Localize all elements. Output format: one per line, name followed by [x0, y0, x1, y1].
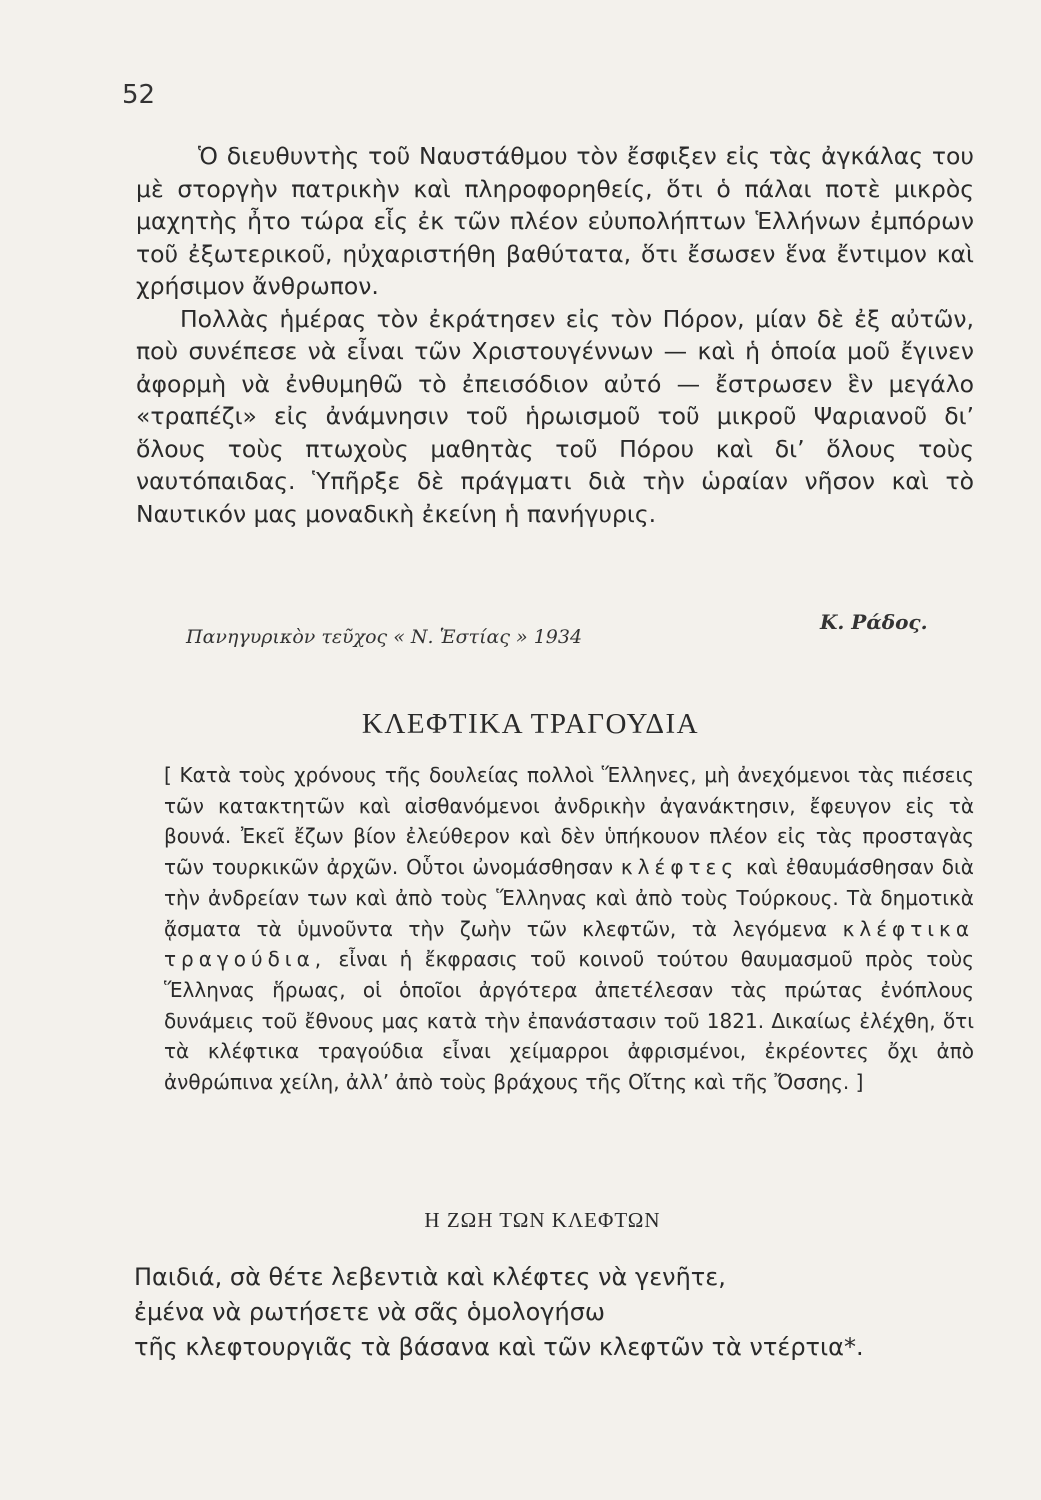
poem [134, 1260, 994, 1365]
intro-part-2: καὶ ἐθαυμάσθησαν διὰ τὴν ἀνδρείαν των καὶ ἀπὸ τοὺς Ἕλληνας καὶ ἀπὸ τοὺς Τούρκους. Τὰ δημοτικὰ ᾄσματα τὰ ὑμνοῦντα τὴν ζωὴν τῶν κλεφτῶν, τὰ λεγόμενα [164, 855, 974, 941]
intro-part-3: εἶναι ἡ ἔκφρασις τοῦ κοινοῦ τούτου θαυμασμοῦ πρὸς τοὺς Ἕλληνας ἥρωας, οἱ ὁποῖοι ἀργότερα ἀπετέλεσαν τὰς πρώτας ἐνόπλους δυνάμεις τοῦ ἔθνους μας κατὰ τὴν ἐπανάστασιν τοῦ 1821. Δικαίως ἐλέχθη, ὅτι τὰ κλέφτικα τραγούδια εἶναι χείμαρροι ἀφρισμένοι, ἐκρέοντες ὄχι ἀπὸ ἀνθρώπινα χείλη, ἀλλ’ ἀπὸ τοὺς βράχους τῆς Οἴτης καὶ τῆς Ὄσσης. ] [164, 947, 974, 1095]
poem-title: Η ΖΩΗ ΤΩΝ ΚΛΕΦΤΩΝ [424, 1208, 661, 1232]
author-signature: Κ. Ράδος. [820, 610, 928, 634]
poem-line: ἐμένα νὰ ρωτήσετε νὰ σᾶς ὁμολογήσω [134, 1298, 605, 1326]
intro-part-1: [ Κατὰ τοὺς χρόνους τῆς δουλείας πολλοὶ Ἕλληνες, μὴ ἀνεχόμενοι τὰς πιέσεις τῶν κατακτητῶν καὶ αἰσθανόμενοι ἀνδρικὴν ἀγανάκτησιν, ἔφευγον εἰς τὰ βουνά. Ἐκεῖ ἔζων βίον ἐλεύθερον καὶ δὲν ὑπήκουον πλέον εἰς τὰς προσταγὰς τῶν τουρκικῶν ἀρχῶν. Οὗτοι ὠνομάσθησαν [164, 763, 974, 880]
paragraph-2: Πολλὰς ἡμέρας τὸν ἐκράτησεν εἰς τὸν Πόρον, μίαν δὲ ἐξ αὐτῶν, ποὺ συνέπεσε νὰ εἶναι τῶν Χριστουγέννων — καὶ ἡ ὁποία μοῦ ἔγινεν ἀφορμὴ νὰ ἐνθυμηθῶ τὸ ἐπεισόδιον αὐτό — ἔστρωσεν ἓν μεγάλο «τραπέζι» εἰς ἀνάμνησιν τοῦ ἡρωισμοῦ τοῦ μικροῦ Ψαριανοῦ δι’ ὅλους τοὺς πτωχοὺς μαθητὰς τοῦ Πόρου καὶ δι’ ὅλους τοὺς ναυτόπαιδας. Ὑπῆρξε δὲ πράγματι διὰ τὴν ὡραίαν νῆσον καὶ τὸ Ναυτικόν μας μοναδικὴ ἐκείνη ἡ πανήγυρις. [136, 304, 974, 528]
section-title: ΚΛΕΦΤΙΚΑ ΤΡΑΓΟΥΔΙΑ [361, 708, 700, 740]
page-number: 52 [122, 80, 156, 110]
paragraph-1: Ὁ διευθυντὴς τοῦ Ναυστάθμου τὸν ἔσφιξεν εἰς τὰς ἀγκάλας του μὲ στοργὴν πατρικὴν καὶ πληροφορηθείς, ὅτι ὁ πάλαι ποτὲ μικρὸς μαχητὴς ἦτο τώρα εἷς ἐκ τῶν πλέον εὐυπολήπτων Ἑλλήνων ἐμπόρων τοῦ ἐξωτερικοῦ, ηὐχαριστήθη βαθύτατα, ὅτι ἔσωσεν ἕνα ἔντιμον καὶ χρήσιμον ἄνθρωπον. [136, 142, 974, 300]
intro-kleftika: κλέφτικα τραγούδια, [164, 916, 974, 972]
poem-line: τῆς κλεφτουργιᾶς τὰ βάσανα καὶ τῶν κλεφτῶν τὰ ντέρτια*. [134, 1333, 864, 1361]
intro-paragraph [164, 760, 974, 1098]
source-citation: Πανηγυρικὸν τεῦχος « Ν. Ἑστίας » 1934 [186, 626, 583, 648]
poem-line: Παιδιά, σὰ θέτε λεβεντιὰ καὶ κλέφτες νὰ γενῆτε, [134, 1263, 726, 1291]
story-text [136, 140, 974, 530]
intro-klephtes: κλέφτες [620, 855, 739, 880]
